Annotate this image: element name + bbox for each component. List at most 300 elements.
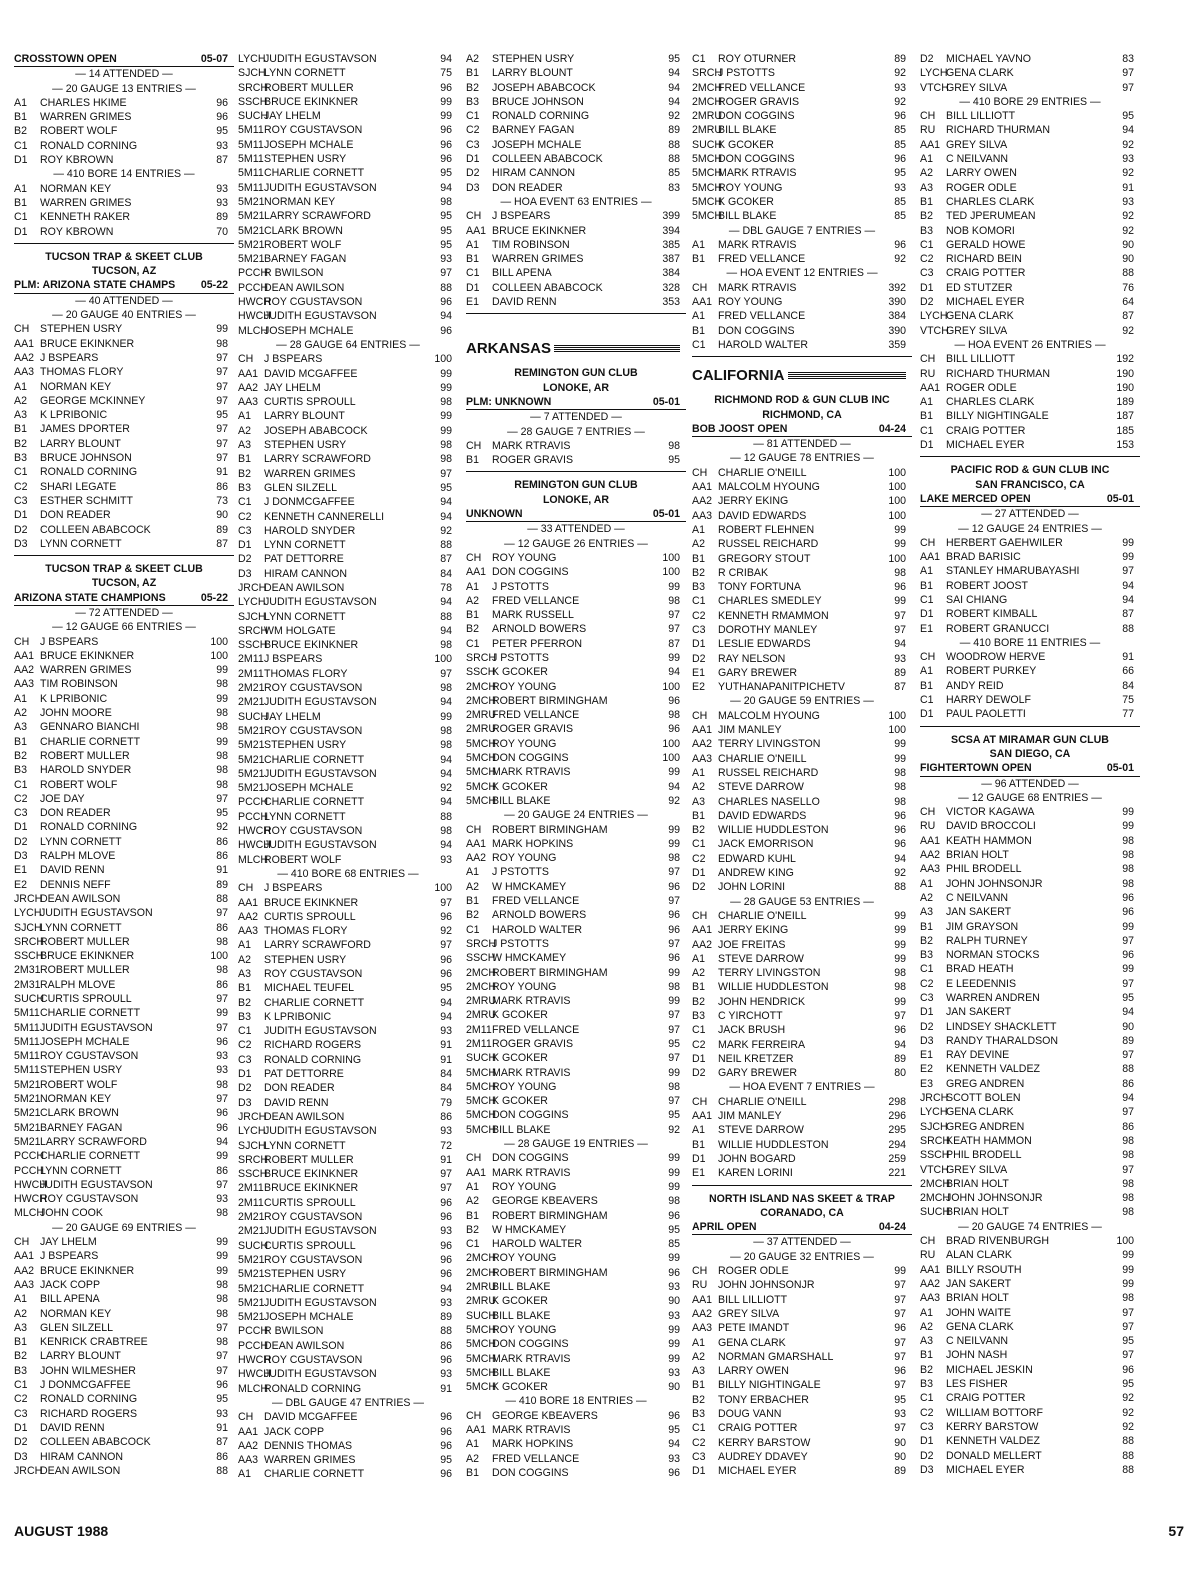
shooter-name: RALPH MLOVE [40, 850, 116, 863]
result-row [920, 352, 1140, 366]
score: 99 [440, 710, 452, 723]
shooter-name: JOHN WILMESHER [40, 1364, 136, 1377]
shooter-name: CHARLIE CORNETT [40, 1150, 141, 1163]
result-row [238, 610, 458, 624]
score: 99 [894, 1265, 906, 1278]
shooter-name: ROGER GRAVIS [492, 1038, 574, 1050]
score: 96 [440, 1211, 452, 1224]
score: 99 [894, 538, 906, 551]
shooter-name: J BSPEARS [264, 653, 323, 666]
score: 98 [216, 337, 228, 350]
result-row [466, 181, 686, 195]
shooter-name: GENNARO BIANCHI [40, 721, 140, 734]
result-row [238, 753, 458, 767]
shooter-name: THOMAS FLORY [264, 925, 348, 938]
shooter-name: DEAN AWILSON [40, 1464, 121, 1477]
score: 96 [440, 1268, 452, 1281]
score: 93 [216, 196, 228, 209]
class-code: A1 [692, 1336, 705, 1349]
class-code: 5MCH [466, 1338, 497, 1351]
class-code: AA3 [14, 1278, 35, 1291]
class-code: 5MCH [466, 1066, 497, 1079]
shooter-name: NEIL KRETZER [718, 1052, 794, 1065]
shooter-name: GENA CLARK [946, 310, 1014, 323]
shooter-name: ROBERT WOLF [40, 1078, 118, 1091]
class-code: C1 [920, 963, 934, 976]
result-row [238, 1181, 458, 1195]
class-code: A1 [920, 396, 933, 409]
result-row [692, 837, 912, 851]
score: 97 [1122, 1049, 1134, 1062]
shooter-name: RANDY THARALDSON [946, 1034, 1059, 1047]
score: 96 [440, 1425, 452, 1438]
score: 97 [1122, 1320, 1134, 1333]
shooter-name: STEPHEN USRY [264, 439, 347, 452]
score: 96 [216, 111, 228, 124]
score: 97 [668, 1023, 680, 1036]
class-code: C1 [466, 267, 480, 280]
class-code: 5MCH [466, 766, 497, 779]
class-code: C2 [466, 124, 480, 137]
score: 97 [216, 993, 228, 1005]
class-code: B1 [692, 809, 705, 822]
result-row [920, 891, 1140, 905]
class-code: 5M11 [14, 1035, 40, 1048]
result-row [692, 537, 912, 551]
result-row [692, 1393, 912, 1407]
score: 98 [216, 1207, 228, 1220]
result-row [14, 835, 234, 849]
shooter-name: DONALD MELLERT [946, 1449, 1042, 1462]
result-row [14, 408, 234, 422]
shooter-name: TED JPERUMEAN [946, 210, 1036, 223]
class-code: SUCH [238, 110, 269, 123]
shooter-name: ESTHER SCHMITT [40, 494, 133, 507]
shooter-name: J PSTOTTS [492, 937, 549, 950]
score: 99 [1122, 920, 1134, 933]
score: 99 [440, 424, 452, 437]
shooter-name: ROY CGUSTAVSON [264, 1253, 363, 1266]
score: 93 [440, 1225, 452, 1238]
score: 90 [668, 1295, 680, 1308]
result-row [466, 1266, 686, 1280]
class-code: D1 [920, 608, 934, 621]
score: 97 [216, 1178, 228, 1191]
result-row [238, 896, 458, 910]
shooter-name: JAY LHELM [40, 1236, 97, 1249]
score: 93 [894, 181, 906, 194]
class-code: C1 [692, 53, 706, 65]
result-row [238, 695, 458, 709]
score: 97 [894, 623, 906, 636]
shooter-name: BILL BLAKE [492, 1309, 551, 1322]
result-row [920, 52, 1140, 66]
score: 88 [668, 138, 680, 151]
class-code: 2MCH [466, 980, 497, 993]
score: 96 [440, 968, 452, 980]
shooter-name: JOSEPH ABABCOCK [264, 424, 368, 437]
class-code: B1 [14, 196, 27, 209]
shooter-name: THOMAS FLORY [264, 667, 348, 680]
score: 390 [888, 324, 906, 337]
shooter-name: DON READER [492, 181, 563, 194]
entry-line: — HOA EVENT 26 ENTRIES — [954, 338, 1106, 351]
shooter-name: GEORGE MCKINNEY [40, 394, 146, 407]
result-row [14, 1063, 234, 1077]
class-code: C2 [920, 977, 934, 990]
class-code: D2 [466, 167, 480, 180]
shooter-name: JOHN JOHNSONJR [946, 877, 1043, 890]
shooter-name: MARK FERREIRA [718, 1038, 806, 1051]
result-row [238, 152, 458, 166]
class-code: C2 [692, 1038, 706, 1051]
result-row [14, 337, 234, 351]
shooter-name: CLARK BROWN [264, 224, 343, 237]
shooter-name: BRIAN HOLT [946, 1206, 1009, 1219]
score: 97 [894, 1010, 906, 1022]
shooter-name: STEPHEN USRY [40, 1064, 123, 1077]
result-row [466, 1237, 686, 1251]
result-row [14, 1407, 234, 1421]
score: 87 [668, 637, 680, 650]
result-row [238, 1110, 458, 1124]
shooter-name: ROBERT JOOST [946, 579, 1029, 592]
result-row [920, 622, 1140, 636]
class-code: SUCH [692, 138, 723, 151]
score: 97 [216, 1350, 228, 1363]
score: 100 [434, 882, 452, 895]
class-code: A2 [692, 781, 705, 794]
score: 85 [894, 124, 906, 137]
score: 97 [894, 1350, 906, 1363]
class-code: 5M11 [14, 1021, 40, 1034]
shooter-name: ROY OTURNER [718, 53, 797, 65]
score: 94 [440, 753, 452, 766]
shooter-name: ROY CGUSTAVSON [264, 1354, 363, 1367]
class-code: CH [920, 651, 936, 664]
shooter-name: J BSPEARS [40, 1250, 99, 1263]
result-row [920, 1320, 1140, 1334]
shooter-name: BRUCE EKINKNER [492, 224, 587, 237]
class-code: B3 [14, 1364, 27, 1377]
section-divider [920, 726, 1140, 727]
shooter-name: K GCOKER [718, 195, 774, 208]
score: 96 [894, 824, 906, 837]
event-date: 05-01 [1106, 762, 1134, 775]
entry-line: — 410 BORE 11 ENTRIES — [959, 636, 1101, 649]
result-row [238, 624, 458, 638]
score: 94 [440, 510, 452, 523]
shooter-name: ROY KBROWN [40, 154, 114, 167]
class-code: A2 [238, 953, 251, 966]
class-code: SJCH [238, 1139, 266, 1152]
shooter-name: JUDITH EGUSTAVSON [40, 907, 153, 920]
class-code: E1 [14, 864, 27, 877]
shooter-name: JAY LHELM [264, 110, 321, 123]
score: 100 [662, 680, 680, 693]
result-row [14, 820, 234, 834]
result-row [920, 1406, 1140, 1420]
result-row [466, 1466, 686, 1480]
shooter-name: BARNEY FAGAN [264, 253, 347, 266]
class-code: 2MRU [466, 723, 497, 736]
result-row [920, 593, 1140, 607]
score: 92 [894, 95, 906, 108]
class-code: B1 [14, 423, 27, 436]
shooter-name: BILL BLAKE [492, 1123, 551, 1136]
result-row [14, 778, 234, 792]
result-row [14, 921, 234, 935]
score: 95 [1122, 992, 1134, 1004]
score: 86 [1122, 1120, 1134, 1133]
score: 100 [662, 737, 680, 750]
shooter-name: ARNOLD BOWERS [492, 909, 587, 922]
shooter-name: CRAIG POTTER [946, 1392, 1026, 1405]
event-name: APRIL OPEN [692, 1221, 757, 1234]
club-heading: CORANADO, CA [760, 1206, 844, 1219]
class-code: D3 [238, 567, 252, 580]
class-code: B3 [238, 1010, 251, 1023]
class-code: SUCH [466, 1309, 497, 1322]
score: 86 [216, 850, 228, 863]
result-row [920, 962, 1140, 976]
shooter-name: MARK RTRAVIS [718, 167, 797, 180]
class-code: AA3 [920, 1292, 941, 1305]
result-row [466, 1352, 686, 1366]
result-row [920, 1263, 1140, 1277]
score: 96 [440, 1354, 452, 1367]
result-row [692, 580, 912, 594]
score: 100 [662, 566, 680, 579]
shooter-name: MICHAEL EYER [946, 439, 1025, 452]
class-code: E2 [692, 681, 705, 694]
result-row [466, 1008, 686, 1022]
result-row [14, 1135, 234, 1149]
shooter-name: JAN SAKERT [946, 1006, 1012, 1019]
class-code: D1 [920, 708, 934, 721]
score: 91 [440, 1382, 452, 1395]
result-row [920, 1091, 1140, 1105]
score: 88 [1122, 1463, 1134, 1476]
shooter-name: PAT DETTORRE [264, 553, 344, 566]
shooter-name: GREY SILVA [946, 138, 1008, 151]
shooter-name: BRUCE EKINKNER [264, 95, 359, 108]
shooter-name: NORMAN STOCKS [946, 949, 1040, 962]
class-code: 2MCH [466, 966, 497, 979]
score: 359 [888, 338, 906, 351]
class-code: D1 [920, 1435, 934, 1448]
result-row [14, 1464, 234, 1478]
class-code: C1 [14, 466, 28, 479]
score: 92 [1122, 167, 1134, 180]
result-row [238, 424, 458, 438]
class-code: 2MCH [692, 81, 723, 94]
shooter-name: BILL LILLIOTT [718, 1293, 788, 1306]
class-code: CH [238, 353, 254, 366]
result-row [466, 1180, 686, 1194]
class-code: D1 [14, 509, 28, 522]
result-row [466, 580, 686, 594]
result-row [14, 322, 234, 336]
result-row [466, 238, 686, 252]
class-code: CH [238, 1411, 254, 1424]
result-row [920, 224, 1140, 238]
result-row [466, 281, 686, 295]
result-row [14, 537, 234, 551]
shooter-name: ROY YOUNG [492, 737, 557, 750]
score: 86 [1122, 1077, 1134, 1090]
result-row [920, 707, 1140, 721]
shooter-name: GREY SILVA [946, 81, 1008, 94]
class-code: 2MRU [466, 995, 497, 1008]
shooter-name: COLLEEN ABABCOCK [492, 281, 603, 294]
class-code: VTCH [920, 81, 949, 94]
result-row [238, 324, 458, 338]
score: 96 [440, 153, 452, 166]
result-row [238, 1053, 458, 1067]
shooter-name: RICHARD THURMAN [946, 367, 1050, 380]
score: 96 [1122, 906, 1134, 919]
shooter-name: DON READER [264, 1082, 335, 1095]
shooter-name: HIRAM CANNON [492, 167, 575, 180]
result-row [466, 780, 686, 794]
score: 96 [440, 124, 452, 137]
class-code: C3 [14, 807, 28, 820]
class-code: C3 [466, 138, 480, 151]
class-code: B3 [920, 949, 933, 962]
result-row [238, 1081, 458, 1095]
class-code: AA1 [692, 1293, 713, 1306]
shooter-name: K GCOKER [492, 1095, 548, 1108]
score: 96 [668, 1409, 680, 1422]
class-code: SJCH [238, 67, 266, 80]
class-code: 5MCH [466, 780, 497, 793]
result-row [14, 677, 234, 691]
shooter-name: BILL BLAKE [492, 794, 551, 807]
shooter-name: JUDITH EGUSTAVSON [40, 1178, 153, 1191]
class-code: B1 [920, 679, 933, 692]
shooter-name: CURTIS SPROULL [264, 1196, 356, 1209]
score: 95 [894, 167, 906, 180]
score: 98 [1122, 849, 1134, 862]
class-code: 5M21 [14, 1107, 41, 1120]
result-row [920, 977, 1140, 991]
class-code: 2MRU [466, 1295, 497, 1308]
result-row [920, 1363, 1140, 1377]
shooter-name: RAY NELSON [718, 652, 786, 665]
result-row [466, 837, 686, 851]
score: 95 [668, 1223, 680, 1236]
class-code: D3 [14, 537, 28, 550]
score: 94 [1122, 593, 1134, 606]
result-row [238, 295, 458, 309]
score: 92 [1122, 224, 1134, 237]
class-code: CH [466, 1152, 482, 1165]
result-row [692, 1152, 912, 1166]
class-code: B1 [14, 735, 27, 748]
result-row [692, 1278, 912, 1292]
score: 98 [1122, 1149, 1134, 1162]
shooter-name: MICHAEL EYER [946, 1463, 1025, 1476]
shooter-name: DON READER [40, 807, 111, 820]
class-code: D1 [692, 1465, 706, 1478]
result-row [920, 664, 1140, 678]
shooter-name: JUDITH EGUSTAVSON [264, 767, 377, 780]
result-row [238, 767, 458, 781]
score: 100 [888, 709, 906, 722]
score: 97 [216, 452, 228, 465]
result-row [920, 1277, 1140, 1291]
result-row [238, 1253, 458, 1267]
shooter-name: JAY LHELM [264, 381, 321, 394]
shooter-name: GLEN SILZELL [40, 1321, 114, 1334]
shooter-name: ROGER GRAVIS [492, 723, 574, 736]
shooter-name: ROBERT BIRMINGHAM [492, 694, 608, 707]
score: 92 [894, 867, 906, 880]
shooter-name: TERRY LIVINGSTON [718, 738, 821, 751]
score: 87 [1122, 608, 1134, 621]
shooter-name: KENNETH VALDEZ [946, 1435, 1040, 1448]
class-code: D2 [238, 553, 252, 566]
score: 98 [440, 724, 452, 737]
result-row [692, 480, 912, 494]
result-row [692, 709, 912, 723]
result-row [14, 437, 234, 451]
class-code: SRCH [238, 624, 269, 637]
score: 85 [894, 195, 906, 208]
result-row [920, 1420, 1140, 1434]
class-code: A1 [466, 866, 479, 879]
score: 99 [216, 1264, 228, 1277]
score: 94 [668, 780, 680, 793]
class-code: SSCH [238, 95, 268, 108]
class-code: PCCH [238, 1339, 269, 1352]
score: 86 [216, 978, 228, 991]
score: 298 [888, 1095, 906, 1108]
result-row [692, 1023, 912, 1037]
shooter-name: ROBERT GRANUCCI [946, 622, 1050, 635]
score: 99 [668, 651, 680, 664]
score: 92 [668, 1123, 680, 1136]
shooter-name: JOSEPH MCHALE [492, 138, 582, 151]
result-row [920, 324, 1140, 338]
class-code: A3 [238, 968, 251, 980]
result-row [14, 649, 234, 663]
entry-line: — 27 ATTENDED — [981, 508, 1079, 521]
score: 392 [888, 281, 906, 294]
class-code: B2 [466, 909, 479, 922]
result-row [466, 109, 686, 123]
class-code: D1 [14, 225, 28, 238]
score: 98 [894, 967, 906, 980]
result-row [238, 1038, 458, 1052]
score: 95 [668, 454, 680, 467]
class-code: C2 [238, 1039, 252, 1052]
class-code: 2MCH [692, 95, 723, 108]
class-code: B3 [920, 224, 933, 237]
score: 85 [894, 138, 906, 151]
results-column-5 [920, 52, 1140, 1477]
result-row [238, 309, 458, 323]
class-code: 2MCH [920, 1177, 951, 1190]
class-code: 5MCH [466, 1381, 497, 1394]
shooter-name: JERRY EKING [718, 495, 789, 508]
score: 99 [894, 595, 906, 608]
entry-line: — DBL GAUGE 47 ENTRIES — [271, 1396, 425, 1409]
class-code: AA1 [238, 367, 259, 380]
class-code: B2 [920, 210, 933, 223]
score: 99 [894, 523, 906, 536]
